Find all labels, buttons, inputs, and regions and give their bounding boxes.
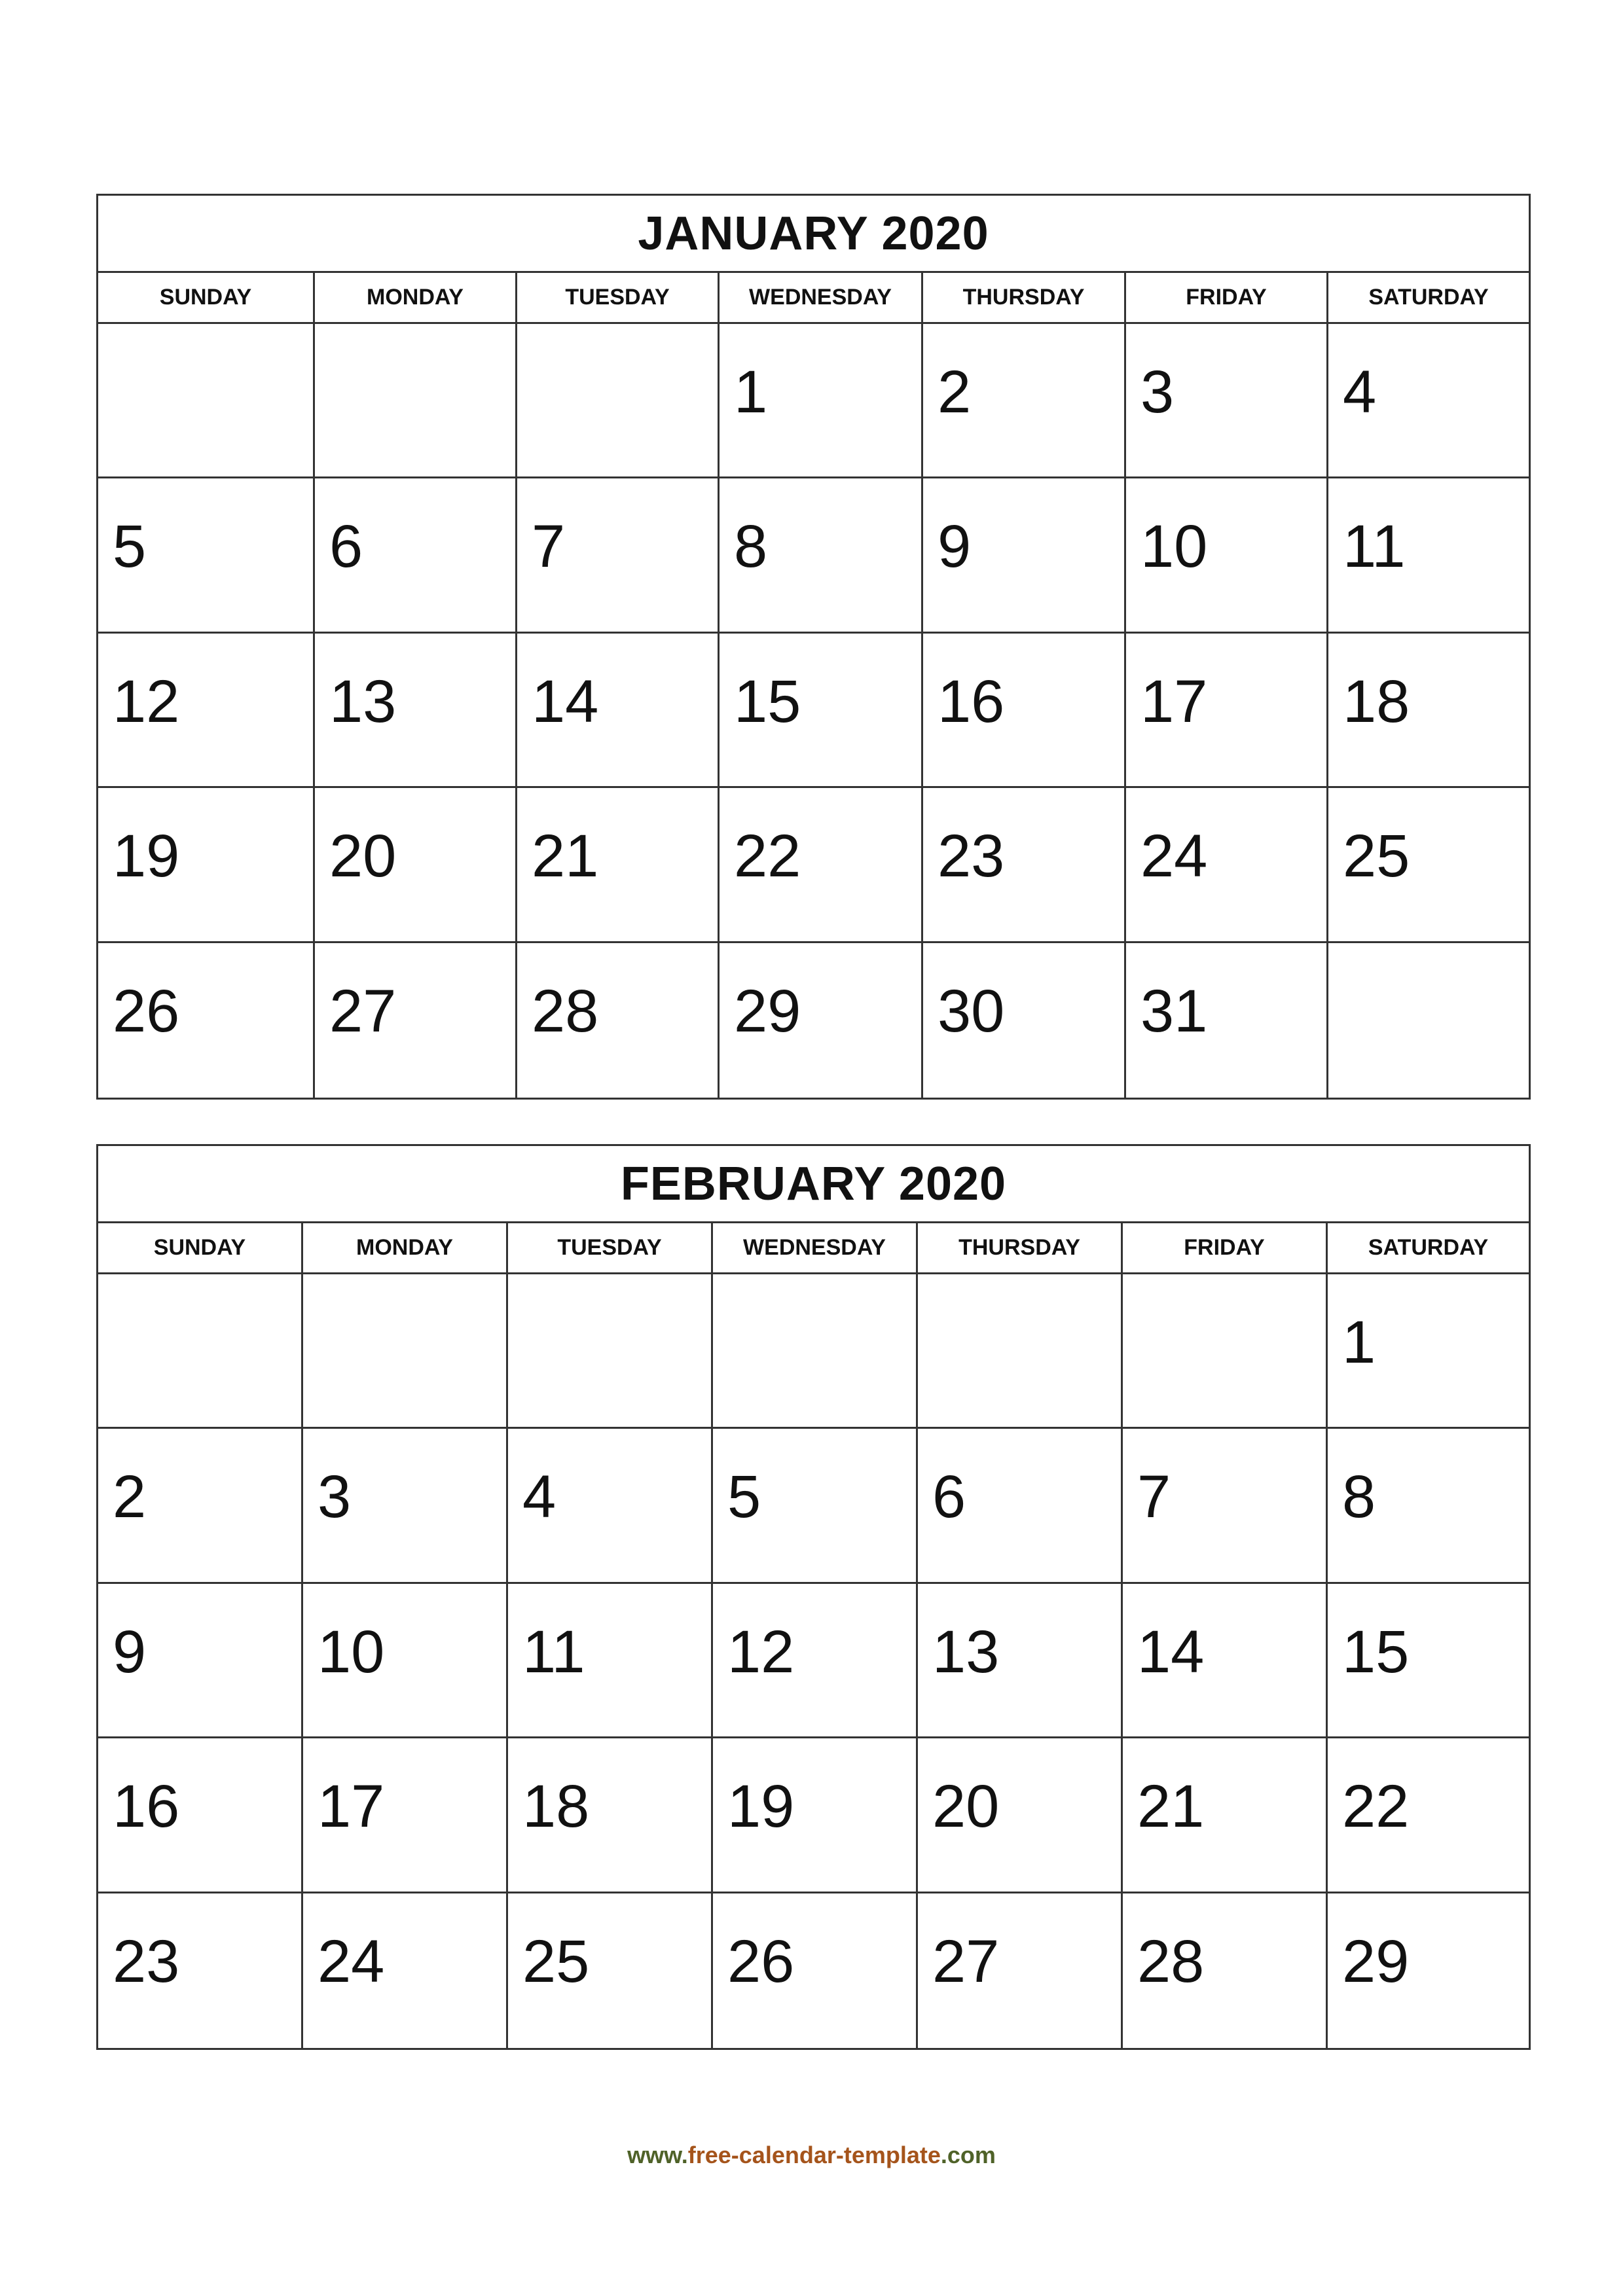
weekday-header-thursday: THURSDAY <box>918 1223 1123 1272</box>
day-cell <box>1328 1429 1529 1583</box>
day-number: 23 <box>113 1928 180 1995</box>
day-number: 15 <box>734 668 801 735</box>
weekday-header-monday: MONDAY <box>315 273 517 322</box>
day-cell <box>923 788 1126 942</box>
day-cell <box>1328 478 1529 633</box>
day-cell <box>517 478 720 633</box>
day-number: 6 <box>329 513 363 581</box>
day-number: 7 <box>532 513 566 581</box>
calendar-january <box>96 194 1531 1100</box>
day-cell <box>517 943 720 1098</box>
weekday-header-row <box>98 273 1529 324</box>
day-cell <box>1126 478 1328 633</box>
day-cell <box>517 788 720 942</box>
day-number: 28 <box>1137 1928 1205 1995</box>
day-cell <box>303 1893 508 2048</box>
day-cell <box>508 1584 713 1738</box>
day-cell <box>1328 1738 1529 1893</box>
weekday-header-thursday: THURSDAY <box>923 273 1126 322</box>
day-cell <box>720 634 923 788</box>
day-cell <box>720 943 923 1098</box>
day-number: 11 <box>522 1618 585 1685</box>
day-cell <box>315 788 517 942</box>
day-cell <box>918 1429 1123 1583</box>
day-cell <box>508 1738 713 1893</box>
day-cell <box>1328 324 1529 478</box>
day-cell <box>508 1429 713 1583</box>
day-number: 28 <box>532 977 599 1045</box>
day-cell <box>923 324 1126 478</box>
day-number: 20 <box>932 1773 1000 1840</box>
weekday-header-wednesday: WEDNESDAY <box>720 273 923 322</box>
day-cell <box>713 1893 918 2048</box>
day-cell <box>315 943 517 1098</box>
day-number: 20 <box>329 823 397 890</box>
day-number: 8 <box>734 513 768 581</box>
day-number: 13 <box>932 1618 1000 1685</box>
empty-day-cell <box>303 1274 508 1429</box>
day-cell <box>923 634 1126 788</box>
day-number: 31 <box>1140 977 1208 1045</box>
day-cell <box>720 788 923 942</box>
day-number: 22 <box>734 823 801 890</box>
days-grid <box>98 1274 1529 2048</box>
website-footer-link[interactable] <box>0 2142 1623 2169</box>
empty-day-cell <box>517 324 720 478</box>
empty-day-cell <box>98 324 315 478</box>
day-number: 11 <box>1343 513 1406 581</box>
day-cell <box>1126 943 1328 1098</box>
day-number: 3 <box>318 1463 352 1531</box>
day-cell <box>923 478 1126 633</box>
day-number: 27 <box>329 977 397 1045</box>
day-number: 23 <box>938 823 1005 890</box>
calendar-february <box>96 1144 1531 2050</box>
footer-url-prefix: www. <box>627 2142 688 2168</box>
day-number: 30 <box>938 977 1005 1045</box>
month-title: JANUARY 2020 <box>98 196 1529 273</box>
day-cell <box>1126 324 1328 478</box>
weekday-header-row <box>98 1223 1529 1274</box>
day-cell <box>98 634 315 788</box>
day-number: 29 <box>734 977 801 1045</box>
day-cell <box>315 634 517 788</box>
day-cell <box>918 1893 1123 2048</box>
day-number: 14 <box>1137 1618 1205 1685</box>
day-number: 24 <box>318 1928 385 1995</box>
empty-day-cell <box>713 1274 918 1429</box>
weekday-header-tuesday: TUESDAY <box>517 273 720 322</box>
day-number: 7 <box>1137 1463 1171 1531</box>
day-cell <box>923 943 1126 1098</box>
day-number: 10 <box>318 1618 385 1685</box>
day-number: 2 <box>938 359 972 425</box>
day-number: 2 <box>113 1463 147 1531</box>
day-number: 24 <box>1140 823 1208 890</box>
day-cell <box>1123 1738 1328 1893</box>
day-cell <box>720 324 923 478</box>
day-number: 26 <box>727 1928 795 1995</box>
day-cell <box>713 1584 918 1738</box>
day-number: 18 <box>1343 668 1410 735</box>
day-number: 21 <box>532 823 599 890</box>
day-number: 10 <box>1140 513 1208 581</box>
weekday-header-friday: FRIDAY <box>1123 1223 1328 1272</box>
empty-day-cell <box>508 1274 713 1429</box>
day-cell <box>508 1893 713 2048</box>
day-number: 5 <box>113 513 147 581</box>
days-grid <box>98 324 1529 1098</box>
day-cell <box>918 1584 1123 1738</box>
weekday-header-saturday: SATURDAY <box>1368 285 1489 310</box>
day-cell <box>1123 1584 1328 1738</box>
weekday-header-monday: MONDAY <box>303 1223 508 1272</box>
footer-url-suffix: .com <box>940 2142 996 2168</box>
empty-day-cell <box>315 324 517 478</box>
day-cell <box>98 1893 303 2048</box>
day-number: 12 <box>113 668 180 735</box>
day-cell <box>98 943 315 1098</box>
weekday-header-friday: FRIDAY <box>1126 273 1328 322</box>
day-cell <box>303 1738 508 1893</box>
day-number: 17 <box>1140 668 1208 735</box>
day-cell <box>98 478 315 633</box>
day-number: 17 <box>318 1773 385 1840</box>
day-cell <box>918 1738 1123 1893</box>
day-cell <box>713 1738 918 1893</box>
day-number: 15 <box>1342 1618 1410 1685</box>
day-number: 27 <box>932 1928 1000 1995</box>
day-cell <box>1328 1893 1529 2048</box>
weekday-header-saturday: SATURDAY <box>1368 1235 1489 1260</box>
day-cell <box>1328 788 1529 942</box>
day-number: 5 <box>727 1463 761 1531</box>
day-number: 13 <box>329 668 397 735</box>
day-number: 25 <box>522 1928 590 1995</box>
day-number: 14 <box>532 668 599 735</box>
day-cell <box>315 478 517 633</box>
day-number: 21 <box>1137 1773 1205 1840</box>
day-number: 8 <box>1342 1463 1376 1531</box>
day-cell <box>1328 634 1529 788</box>
day-number: 19 <box>727 1773 795 1840</box>
day-number: 4 <box>522 1463 556 1531</box>
empty-day-cell <box>98 1274 303 1429</box>
day-cell <box>303 1584 508 1738</box>
day-cell <box>98 1738 303 1893</box>
empty-day-cell <box>918 1274 1123 1429</box>
empty-day-cell <box>1123 1274 1328 1429</box>
day-cell <box>720 478 923 633</box>
day-number: 12 <box>727 1618 795 1685</box>
day-number: 25 <box>1343 823 1410 890</box>
weekday-header-wednesday: WEDNESDAY <box>713 1223 918 1272</box>
day-cell <box>1126 788 1328 942</box>
day-number: 18 <box>522 1773 590 1840</box>
day-number: 1 <box>734 359 768 425</box>
day-cell <box>303 1429 508 1583</box>
day-cell <box>713 1429 918 1583</box>
weekday-header-sunday: SUNDAY <box>98 1223 303 1272</box>
day-cell <box>1123 1893 1328 2048</box>
day-number: 16 <box>938 668 1005 735</box>
day-cell <box>1123 1429 1328 1583</box>
day-cell <box>1328 1584 1529 1738</box>
day-number: 16 <box>113 1773 180 1840</box>
day-number: 1 <box>1342 1309 1376 1376</box>
day-cell <box>98 788 315 942</box>
day-number: 3 <box>1140 359 1175 425</box>
day-cell <box>1328 1274 1529 1429</box>
day-number: 4 <box>1343 359 1377 425</box>
day-number: 19 <box>113 823 180 890</box>
day-number: 26 <box>113 977 180 1045</box>
day-number: 9 <box>113 1618 147 1685</box>
empty-day-cell <box>1328 943 1529 1098</box>
day-cell <box>98 1429 303 1583</box>
day-cell <box>1126 634 1328 788</box>
day-cell <box>517 634 720 788</box>
month-title: FEBRUARY 2020 <box>98 1146 1529 1223</box>
day-cell <box>98 1584 303 1738</box>
day-number: 29 <box>1342 1928 1410 1995</box>
day-number: 6 <box>932 1463 966 1531</box>
day-number: 22 <box>1342 1773 1410 1840</box>
weekday-header-tuesday: TUESDAY <box>508 1223 713 1272</box>
day-number: 9 <box>938 513 972 581</box>
footer-url-domain: free-calendar-template <box>687 2142 941 2168</box>
weekday-header-sunday: SUNDAY <box>98 273 315 322</box>
